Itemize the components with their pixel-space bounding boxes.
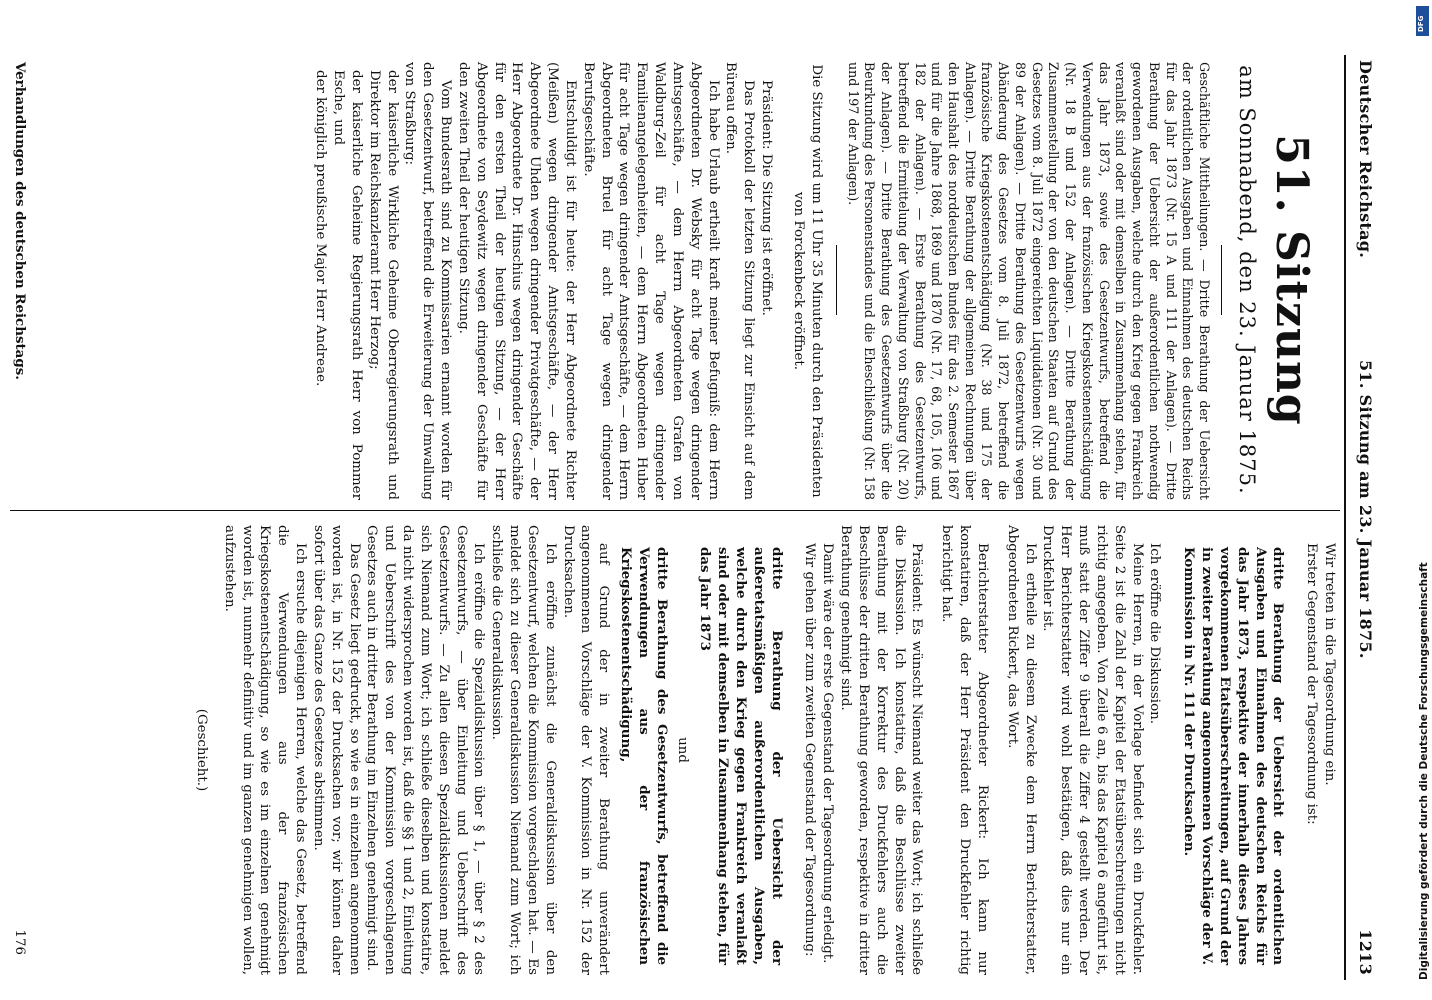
right-paragraph: Ich ertheile zu diesem Zwecke dem Herrn Berichterstatter, Abgeordneten Rickert, das Wort. [1004, 525, 1038, 975]
left-paragraphs [311, 62, 775, 500]
right-paragraph: Damit wäre der erste Gegenstand der Tagesordnung erledigt. [820, 543, 836, 964]
right-paragraph: Ich ersuche diejenigen Herren, welche das Gesetz, betreffend die Verwendungen aus der französischen Kriegskostenentschädigung, so wie es im einzelnen genehmigt worden ist, nunmehr definitiv und im ganzen genehmigen wollen, aufzustehen. [221, 525, 309, 975]
header-left: Deutscher Reichstag. [1356, 60, 1375, 259]
right-paragraph: Wir gehen über zum zweiten Gegenstand der Tagesordnung: [802, 543, 818, 957]
agenda-item-1: dritte Berathung der Uebersicht der ordentlichen Ausgaben und Einnahmen des deutschen Reichs für das Jahr 1873, respektive der innerhalb dieses Jahres vorgekommenen Etatsüberschreitungen, auf Grund der in zweiter Berathung angenommenen Vorschläge der V. Kommission in Nr. 111 der Drucksachen. [1181, 547, 1287, 965]
page-number: 1213 [1356, 929, 1375, 975]
right-paragraph: Das Gesetz liegt gedruckt, so wie es in einzelnen angenommen worden ist, in Nr. 152 der Drucksachen vor; wir können daher sofort über das Ganze des Gesetzes abstimmen. [310, 525, 362, 975]
commissioner-item: der königlich preußische Major Herr Andreae. [313, 70, 329, 387]
sidebar-credit: Digitalisierung gefördert durch die Deutsche Forschungsgemeinschaft [1418, 562, 1430, 980]
left-paragraph: Ich habe Urlaub ertheilt kraft meiner Befugniß: dem Herrn Abgeordneten Dr. Websky für acht Tage wegen dringender Amtsgeschäfte, — dem Herrn Abgeordneten Grafen von Waldburg-Zeil für acht Tage wegen dringender Familienangelegenheiten, — dem Herrn Abgeordneten Huber für acht Tage wegen dringender Amtsgeschäfte, — dem Herrn Abgeordneten Bruel für acht Tage wegen dringender Berufsgeschäfte. [580, 62, 721, 500]
commissioner-item: der kaiserliche Wirkliche Geheime Oberregierungsrath und Direktor im Reichskanzleramt Herr Herzog; [366, 70, 400, 500]
dfg-logo-icon: DFG [1416, 6, 1429, 36]
header-center: 51. Sitzung am 23. Januar 1875. [1356, 360, 1375, 659]
session-title: 51. Sitzung [1266, 134, 1317, 426]
opening-statement: Die Sitzung wird um 11 Uhr 35 Minuten durch den Präsidenten von Forckenbeck eröffnet. [791, 64, 824, 498]
signature-number: 176 [12, 929, 27, 955]
page-footer: Verhandlungen des deutschen Reichstags. [12, 62, 28, 380]
header-rule [1344, 55, 1346, 980]
right-paragraph: Ich eröffne die Diskussion. [1147, 543, 1163, 725]
right-paragraph: Berichterstatter Abgeordneter Rickert: Ich kann nur konstatiren, daß der Herr Präsident den Druckfehler richtig berichtigt hat. [939, 525, 990, 975]
right-paragraph: Ich eröffne die Spezialdiskussion über § 1, — über § 2 des Gesetzentwurfs, — über Einleitung und Ueberschrift des Gesetzentwurfs. — Zu allen diesen Spezialdiskussionen meldet sich Niemand zum Wort; ich schließe dieselben und konstatire, da nicht widersprochen worden ist, daß die §§ 1 und 2, Einleitung und Ueberschrift des von der Kommission vorgeschlagenen Gesetzes auch in dritter Berathung im Einzelnen genehmigt sind. [364, 525, 487, 975]
conjunction: und [675, 737, 691, 763]
agenda-summary: Geschäftliche Mittheilungen. — Dritte Berathung der Uebersicht der ordentlichen Ausgaben und Einnahmen des deutschen Reichs für das Jahr 1873 (Nr. 15 A und 111 der Anlagen). — Dritte Berathung der Uebersicht der außerordentlichen nothwendig gewordenen Ausgaben, welche durch den Krieg gegen Frankreich veranlaßt sind oder mit demselben in Zusammenhang stehen, für das Jahr 1873, sowie des Gesetzentwurfs, betreffend die Verwendungen aus der französischen Kriegskostenentschädigung (Nr. 18 B und 152 der Anlagen). — Dritte Berathung der Zusammenstellung der von den deutschen Staaten auf Grund des Gesetzes vom 8. Juli 1872 eingereichten Liquidationen (Nr. 30 und 89 der Anlagen). — Dritte Berathung des Gesetzentwurfs wegen Abänderung des Gesetzes vom 8. Juli 1872, betreffend die französische Kriegskostenentschädigung (Nr. 38 und 175 der Anlagen). — Dritte Berathung der allgemeinen Rechnungen über den Haushalt des norddeutschen Bundes für das 2. Semester 1867 und für die Jahre 1868, 1869 und 1870 (Nr. 17, 68, 105, 106 und 182 der Anlagen). — Erste Berathung des Gesetzentwurfs, betreffend die Ermittelung der Verwaltung von Straßburg (Nr. 20) der Anlagen). — Dritte Berathung des Gesetzentwurfs über die Beurkundung des Personenstandes und die Eheschließung (Nr. 158 und 197 der Anlagen). [845, 62, 1212, 500]
left-paragraph: Entschuldigt ist für heute: der Herr Abgeordnete Richter (Meißen) wegen dringender Amtsgeschäfte, — der Herr Abgeordnete Uhden wegen dringender Privatgeschäfte, — der Herr Abgeordnete Dr. Hinschius wegen dringender Geschäfte für den ersten Theil der heutigen Sitzung, — der Herr Abgeordnete von Seydewitz wegen dringender Geschäfte für den zweiten Theil der heutigen Sitzung. [455, 62, 578, 500]
agenda-item-2: dritte Berathung der Uebersicht der außeretatsmäßigen außerordentlichen Ausgaben, welche durch den Krieg gegen Frankreich veranlaßt sind oder mit demselben in Zusammenhang stehen, für das Jahr 1873 [697, 547, 785, 965]
column-divider [10, 510, 1340, 511]
right-paragraph: auf Grund der in zweiter Berathung unverändert angenommenen Vorschläge der V. Kommission in Nr. 152 der Drucksachen. [560, 525, 612, 975]
agenda-item-3: dritte Berathung des Gesetzentwurfs, betreffend die Verwendungen aus der französischen Kriegskostenentschädigung, [618, 547, 670, 965]
right-paragraph: Präsident: Es wünscht Niemand weiter das Wort; ich schließe die Diskussion. Ich konstatire, daß die Beschlüsse zweiter Berathung mit der Korrektur des Druckfehlers auch die Beschlüsse der dritten Berathung geworden, respektive in dritter Berathung genehmigt sind. [838, 525, 925, 975]
right-column [192, 525, 1338, 975]
right-paragraph: Erster Gegenstand der Tagesordnung ist: [1304, 543, 1320, 825]
title-rule [1221, 245, 1222, 315]
right-paragraph: Wir treten in die Tagesordnung ein. [1322, 543, 1337, 786]
right-paragraph: Meine Herren, in der Vorlage befindet sich ein Druckfehler. Seite 2 ist die Zahl der Kapitel der Etatsüberschreitungen nicht richtig angegeben. Von Zeile 6 an, bis das Kapitel 6 angeführt ist, muß statt der Ziffer 9 überall die Ziffer 4 gestellt werden. Der Herr Berichterstatter wird wohl bestätigen, daß dies nur ein Druckfehler ist. [1040, 525, 1145, 975]
stage-direction: (Geschieht.) [193, 708, 209, 792]
session-date: am Sonnabend, den 23. Januar 1875. [1235, 65, 1259, 495]
right-paragraph: Ich eröffne zunächst die Generaldiskussion über den Gesetzentwurf, welchen die Kommission vorgeschlagen hat. — Es meldet sich zu dieser Generaldiskussion Niemand zum Wort; ich schließe die Generaldiskussion. [489, 525, 558, 975]
commissioner-item: der kaiserliche Geheime Regierungsrath Herr von Pommer Esche, und [331, 70, 364, 500]
agenda-rule [836, 245, 837, 315]
left-paragraph: Präsident: Die Sitzung ist eröffnet. [759, 80, 774, 316]
left-paragraph: Das Protokoll der letzten Sitzung liegt zur Einsicht auf dem Büreau offen. [723, 62, 757, 500]
left-paragraph: Vom Bundesrath sind zu Kommissarien ernannt worden für den Gesetzentwurf, betreffend die Erweiterung der Umwallung von Straßburg: [402, 62, 454, 500]
